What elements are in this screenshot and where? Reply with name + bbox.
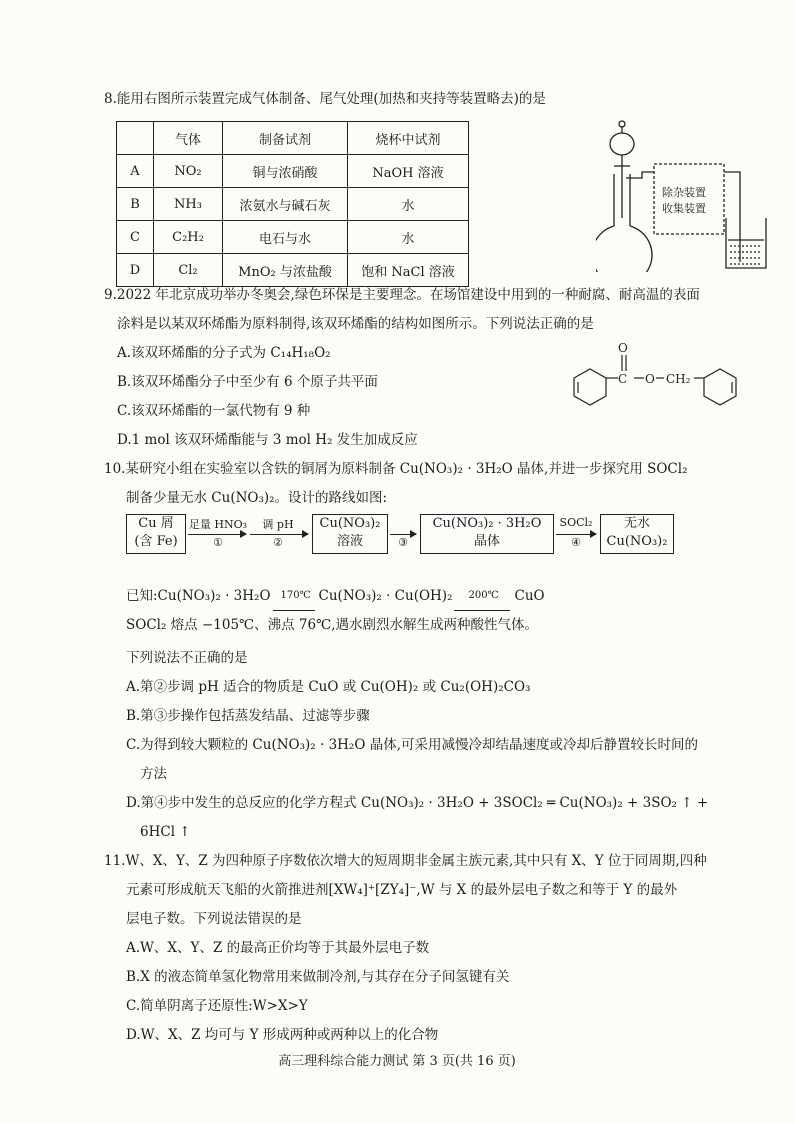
temperature-label: 170℃ bbox=[280, 590, 311, 601]
beaker bbox=[726, 218, 766, 268]
table-row bbox=[117, 155, 469, 188]
table-cell: 铜与浓硝酸 bbox=[223, 155, 348, 188]
q10-flowchart bbox=[126, 512, 686, 574]
q10-option-c-line2: 方法 bbox=[140, 766, 167, 782]
table-cell: MnO₂ 与浓盐酸 bbox=[223, 254, 348, 287]
flow-box-crystal bbox=[420, 514, 554, 554]
apparatus-label-purify: 除杂装置 bbox=[662, 186, 706, 199]
table-cell: D bbox=[117, 254, 154, 287]
q10-known-2: SOCl₂ 熔点 −105℃、沸点 76℃,遇水剧烈水解生成两种酸性气体。 bbox=[126, 617, 538, 633]
temperature-label: 200℃ bbox=[468, 590, 499, 601]
table-cell: 水 bbox=[348, 188, 469, 221]
flow-step4-reagent: SOCl₂ bbox=[559, 516, 593, 529]
table-cell: A bbox=[117, 155, 154, 188]
q10-option-a: A.第②步调 pH 适合的物质是 CuO 或 Cu(OH)₂ 或 Cu₂(OH)₂CO₃ bbox=[126, 679, 531, 695]
table-cell: NaOH 溶液 bbox=[348, 155, 469, 188]
q11-option-a: A.W、X、Y、Z 的最高正价均等于其最外层电子数 bbox=[126, 940, 430, 956]
q9-option-c: C.该双环烯酯的一氯代物有 9 种 bbox=[117, 403, 311, 419]
flow-step3-number: ③ bbox=[398, 536, 408, 549]
flow-arrow-2 bbox=[250, 534, 308, 535]
ester-oxygen-label: O bbox=[645, 372, 655, 386]
page-footer: 高三理科综合能力测试 第 3 页(共 16 页) bbox=[278, 1054, 516, 1069]
table-cell: 电石与水 bbox=[223, 221, 348, 254]
q9-option-a: A.该双环烯酯的分子式为 C₁₄H₁₈O₂ bbox=[117, 345, 331, 361]
flow-box-text: 溶液 bbox=[336, 534, 363, 549]
flow-arrow-4 bbox=[556, 534, 596, 535]
known-product: CuO bbox=[514, 588, 545, 604]
table-cell: NH₃ bbox=[154, 188, 223, 221]
methylene-label: CH₂ bbox=[666, 372, 691, 386]
table-cell: 浓氨水与碱石灰 bbox=[223, 188, 348, 221]
table-cell: 饱和 NaCl 溶液 bbox=[348, 254, 469, 287]
q9-option-d: D.1 mol 该双环烯酯能与 3 mol H₂ 发生加成反应 bbox=[117, 432, 418, 448]
carbonyl-carbon-label: C bbox=[618, 372, 628, 386]
flow-box-solution bbox=[312, 514, 388, 554]
purify-collect-box bbox=[654, 164, 724, 234]
flow-box-text: Cu(NO₃)₂ bbox=[606, 534, 668, 549]
table-row bbox=[117, 188, 469, 221]
q10-known-1 bbox=[126, 586, 545, 606]
flow-box-text: 无水 bbox=[623, 516, 650, 531]
q11-stem-line2: 元素可形成航天飞船的火箭推进剂[XW₄]⁺[ZY₄]⁻,W 与 X 的最外层电子数之和等于 Y 的最外 bbox=[126, 882, 678, 898]
q10-question: 下列说法不正确的是 bbox=[126, 650, 248, 666]
table-header-cell: 气体 bbox=[154, 122, 223, 155]
carbonyl-oxygen-label: O bbox=[618, 341, 628, 355]
q11-stem-line3: 层电子数。下列说法错误的是 bbox=[126, 911, 302, 927]
q9-stem-line2: 涂料是以某双环烯酯为原料制得,该双环烯酯的结构如图所示。下列说法正确的是 bbox=[117, 316, 594, 332]
flow-step4-number: ④ bbox=[571, 536, 581, 549]
q11-option-b: B.X 的液态简单氢化物常用来做制冷剂,与其存在分子间氢键有关 bbox=[126, 969, 510, 985]
table-cell: B bbox=[117, 188, 154, 221]
q8-table bbox=[116, 121, 469, 287]
q10-stem-line2: 制备少量无水 Cu(NO₃)₂。设计的路线如图: bbox=[126, 490, 388, 506]
table-header-row bbox=[117, 122, 469, 155]
q9-option-b: B.该双环烯酯分子中至少有 6 个原子共平面 bbox=[117, 374, 378, 390]
flow-box-text: Cu(NO₃)₂ bbox=[319, 516, 381, 531]
flow-box-text: (含 Fe) bbox=[134, 534, 178, 549]
right-cyclohexene-ring bbox=[704, 369, 736, 405]
round-bottom-flask bbox=[596, 226, 652, 272]
table-row bbox=[117, 221, 469, 254]
flow-arrow-1 bbox=[188, 534, 246, 535]
gas-apparatus-diagram bbox=[596, 114, 776, 272]
table-cell: Cl₂ bbox=[154, 254, 223, 287]
funnel-bulb bbox=[610, 133, 634, 155]
table-cell: C bbox=[117, 221, 154, 254]
table-cell: NO₂ bbox=[154, 155, 223, 188]
flow-box-text: Cu 屑 bbox=[138, 516, 174, 531]
q8-stem: 8.能用右图所示装置完成气体制备、尾气处理(加热和夹持等装置略去)的是 bbox=[104, 91, 546, 107]
known-intermediate: Cu(NO₃)₂ · Cu(OH)₂ bbox=[318, 588, 453, 604]
flow-step1-reagent: 足量 HNO₃ bbox=[188, 518, 248, 531]
table-row bbox=[117, 254, 469, 287]
flow-box-cu-scrap bbox=[126, 514, 186, 554]
q10-stem-line1: 10.某研究小组在实验室以含铁的铜屑为原料制备 Cu(NO₃)₂ · 3H₂O 晶体,并进一步探究用 SOCl₂ bbox=[104, 461, 688, 477]
flow-step2-number: ② bbox=[273, 536, 283, 549]
table-header-cell bbox=[117, 122, 154, 155]
apparatus-label-collect: 收集装置 bbox=[662, 202, 706, 215]
q10-option-d-line1: D.第④步中发生的总反应的化学方程式 Cu(NO₃)₂ · 3H₂O + 3SOCl₂ ═ Cu(NO₃)₂ + 3SO₂ ↑ + bbox=[126, 795, 709, 811]
table-header-cell: 烧杯中试剂 bbox=[348, 122, 469, 155]
q11-option-c: C.简单阴离子还原性:W>X>Y bbox=[126, 998, 308, 1014]
table-cell: 水 bbox=[348, 221, 469, 254]
table-header-cell: 制备试剂 bbox=[223, 122, 348, 155]
q11-stem-line1: 11.W、X、Y、Z 为四种原子序数依次增大的短周期非金属主族元素,其中只有 X、Y 位于同周期,四种 bbox=[104, 853, 707, 869]
known-reactant: 已知:Cu(NO₃)₂ · 3H₂O bbox=[126, 588, 271, 604]
q9-stem-line1: 9.2022 年北京成功举办冬奥会,绿色环保是主要理念。在场馆建设中用到的一种耐腐、耐高温的表面 bbox=[104, 287, 700, 303]
flow-step1-number: ① bbox=[213, 536, 223, 549]
table-cell: C₂H₂ bbox=[154, 221, 223, 254]
ester-structure-diagram bbox=[554, 338, 754, 428]
flow-arrow-3 bbox=[390, 534, 416, 535]
flow-step2-reagent: 调 pH bbox=[262, 518, 294, 531]
q10-option-c-line1: C.为得到较大颗粒的 Cu(NO₃)₂ · 3H₂O 晶体,可采用减慢冷却结晶速度或冷却后静置较长时间的 bbox=[126, 737, 698, 753]
left-cyclohexene-ring bbox=[574, 369, 606, 405]
flow-box-text: Cu(NO₃)₂ · 3H₂O bbox=[432, 516, 542, 531]
q11-option-d: D.W、X、Z 均可与 Y 形成两种或两种以上的化合物 bbox=[126, 1027, 439, 1043]
q10-option-b: B.第③步操作包括蒸发结晶、过滤等步骤 bbox=[126, 708, 370, 724]
flow-box-anhydrous bbox=[600, 514, 674, 554]
q10-option-d-line2: 6HCl ↑ bbox=[140, 824, 191, 840]
flow-box-text: 晶体 bbox=[473, 534, 500, 549]
